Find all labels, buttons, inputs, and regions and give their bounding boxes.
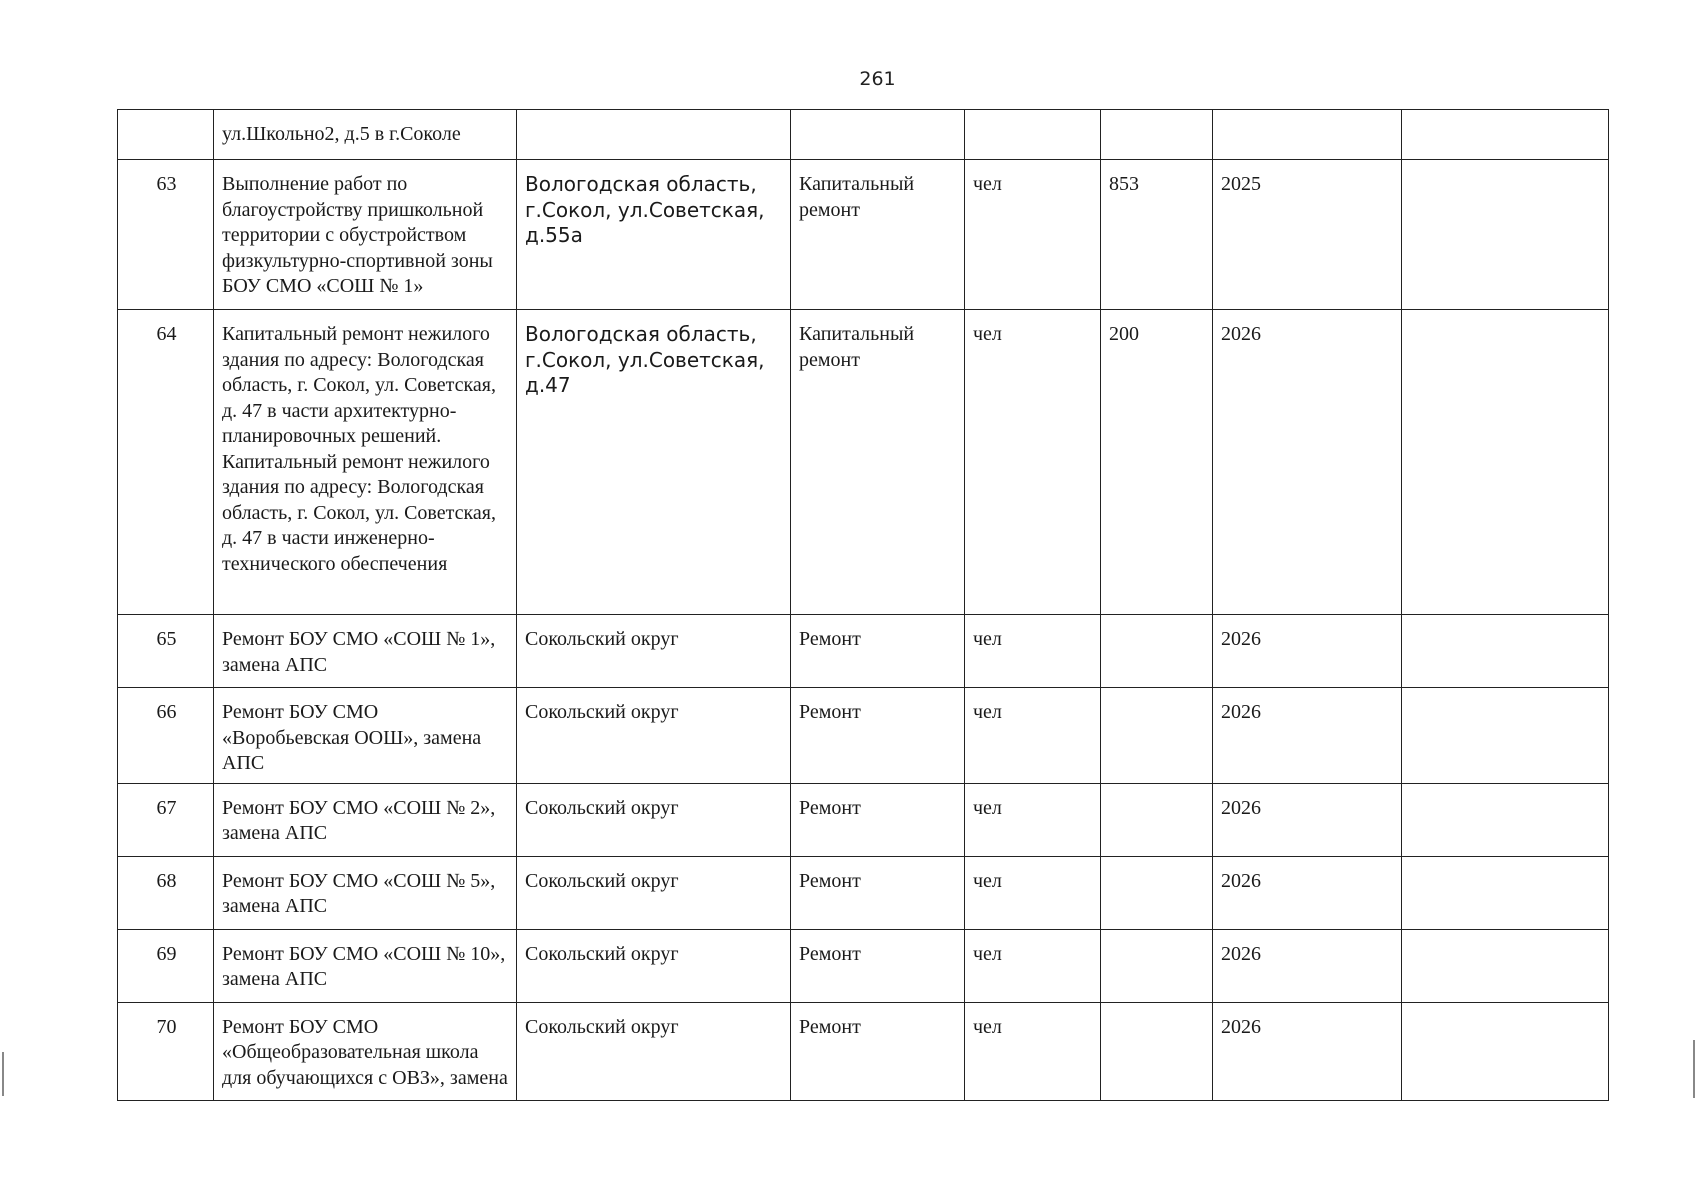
cell-year: 2025 — [1213, 160, 1402, 310]
cell-value — [1101, 929, 1213, 1002]
cell-address: Сокольский округ — [517, 783, 791, 856]
cell-value: 200 — [1101, 310, 1213, 615]
cell-unit: чел — [965, 856, 1101, 929]
cell-value — [1101, 1002, 1213, 1100]
cell-unit: чел — [965, 1002, 1101, 1100]
cell-object-name: Ремонт БОУ СМО «СОШ № 2», замена АПС — [214, 783, 517, 856]
cell-work-type: Ремонт — [791, 929, 965, 1002]
cell-object-name: Выполнение работ по благоустройству пришкольной территории с обустройством физкультурно-спортивной зоны БОУ СМО «СОШ № 1» — [214, 160, 517, 310]
cell-year: 2026 — [1213, 310, 1402, 615]
cell-note — [1402, 160, 1609, 310]
cell-note — [1402, 688, 1609, 784]
cell-note — [1402, 615, 1609, 688]
scan-edge-mark — [2, 1052, 4, 1096]
cell-address: Сокольский округ — [517, 688, 791, 784]
cell-year: 2026 — [1213, 1002, 1402, 1100]
cell-number: 69 — [118, 929, 214, 1002]
cell-unit: чел — [965, 929, 1101, 1002]
table-row — [118, 688, 1609, 784]
cell-value — [1101, 856, 1213, 929]
cell-value — [1101, 783, 1213, 856]
table-row — [118, 615, 1609, 688]
cell-work-type: Ремонт — [791, 783, 965, 856]
cell-unit: чел — [965, 160, 1101, 310]
table-row — [118, 1002, 1609, 1100]
cell-address: Сокольский округ — [517, 929, 791, 1002]
cell-year — [1213, 110, 1402, 160]
cell-object-name: Капитальный ремонт нежилого здания по адресу: Вологодская область, г. Сокол, ул. Советская, д. 47 в части архитектурно-планировочных решений. Капитальный ремонт нежилого здания по адресу: Вологодская область, г. Сокол, ул. Советская, д. 47 в части инженерно-технического обеспечения — [214, 310, 517, 615]
cell-year: 2026 — [1213, 929, 1402, 1002]
cell-number: 63 — [118, 160, 214, 310]
cell-work-type: Капитальный ремонт — [791, 160, 965, 310]
table-row — [118, 310, 1609, 615]
cell-object-name: ул.Школьно2, д.5 в г.Соколе — [214, 110, 517, 160]
cell-address: Вологодская область, г.Сокол, ул.Советская, д.47 — [517, 310, 791, 615]
table-row — [118, 856, 1609, 929]
cell-unit — [965, 110, 1101, 160]
cell-unit: чел — [965, 615, 1101, 688]
cell-year: 2026 — [1213, 615, 1402, 688]
cell-number: 64 — [118, 310, 214, 615]
cell-work-type: Ремонт — [791, 856, 965, 929]
cell-unit: чел — [965, 783, 1101, 856]
table-row — [118, 783, 1609, 856]
cell-year: 2026 — [1213, 856, 1402, 929]
cell-value — [1101, 615, 1213, 688]
cell-object-name: Ремонт БОУ СМО «СОШ № 10», замена АПС — [214, 929, 517, 1002]
cell-number: 68 — [118, 856, 214, 929]
cell-unit: чел — [965, 310, 1101, 615]
page-number: 261 — [859, 68, 896, 90]
cell-number: 66 — [118, 688, 214, 784]
cell-value: 853 — [1101, 160, 1213, 310]
cell-number — [118, 110, 214, 160]
cell-note — [1402, 310, 1609, 615]
cell-note — [1402, 110, 1609, 160]
cell-number: 65 — [118, 615, 214, 688]
cell-address: Вологодская область, г.Сокол, ул.Советская, д.55а — [517, 160, 791, 310]
cell-address — [517, 110, 791, 160]
cell-note — [1402, 929, 1609, 1002]
cell-number: 67 — [118, 783, 214, 856]
cell-address: Сокольский округ — [517, 856, 791, 929]
cell-address: Сокольский округ — [517, 1002, 791, 1100]
cell-number: 70 — [118, 1002, 214, 1100]
cell-work-type: Капитальный ремонт — [791, 310, 965, 615]
table-row — [118, 110, 1609, 160]
cell-address: Сокольский округ — [517, 615, 791, 688]
data-table — [117, 109, 1609, 1101]
scan-edge-mark — [1693, 1040, 1695, 1098]
table-row — [118, 929, 1609, 1002]
cell-note — [1402, 783, 1609, 856]
cell-work-type — [791, 110, 965, 160]
cell-work-type: Ремонт — [791, 1002, 965, 1100]
cell-object-name: Ремонт БОУ СМО «СОШ № 1», замена АПС — [214, 615, 517, 688]
cell-work-type: Ремонт — [791, 615, 965, 688]
cell-object-name: Ремонт БОУ СМО «СОШ № 5», замена АПС — [214, 856, 517, 929]
cell-object-name: Ремонт БОУ СМО «Общеобразовательная школа для обучающихся с ОВЗ», замена — [214, 1002, 517, 1100]
cell-note — [1402, 1002, 1609, 1100]
cell-year: 2026 — [1213, 783, 1402, 856]
table-row — [118, 160, 1609, 310]
cell-object-name: Ремонт БОУ СМО «Воробьевская ООШ», замена АПС — [214, 688, 517, 784]
cell-work-type: Ремонт — [791, 688, 965, 784]
cell-value — [1101, 110, 1213, 160]
cell-note — [1402, 856, 1609, 929]
cell-year: 2026 — [1213, 688, 1402, 784]
cell-value — [1101, 688, 1213, 784]
cell-unit: чел — [965, 688, 1101, 784]
